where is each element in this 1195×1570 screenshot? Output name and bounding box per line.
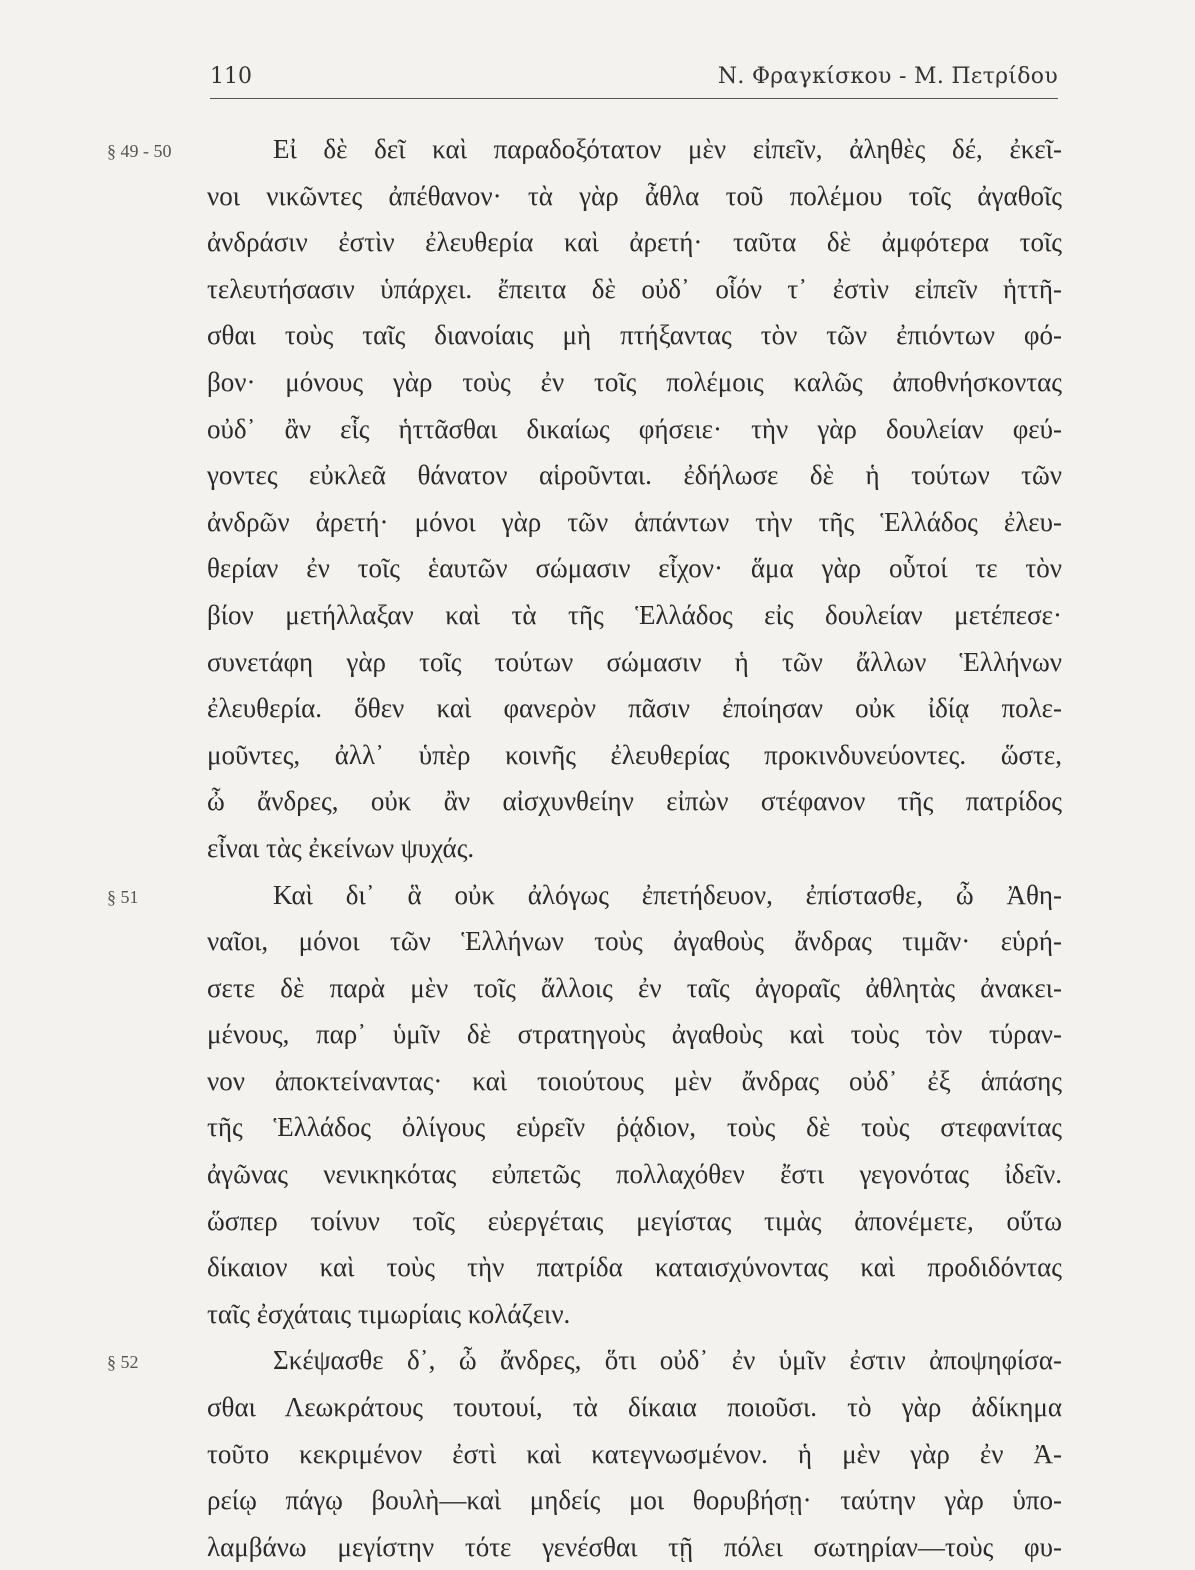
running-head: Ν. Φραγκίσκου - Μ. Πετρίδου <box>717 64 1058 89</box>
section-ref: § 51 <box>107 886 139 907</box>
section-ref: § 49 - 50 <box>107 141 172 161</box>
paragraph-49-50 <box>107 126 1062 872</box>
paragraph-52 <box>107 1337 1062 1570</box>
text-line: ρείῳ πάγῳ βουλὴ—καὶ μηδείς μοι θορυβήσῃ· ταύτην γὰρ ὑπο- <box>207 1485 1062 1516</box>
text-line: βον· μόνους γὰρ τοὺς ἐν τοῖς πολέμοις καλῶς ἀποθνήσκοντας <box>207 366 1062 397</box>
text-line: ἀνδράσιν ἐστὶν ἐλευθερία καὶ ἀρετή· ταῦτα δὲ ἀμφότερα τοῖς <box>207 227 1062 258</box>
text-line: λαμβάνω μεγίστην τότε γενέσθαι τῇ πόλει σωτηρίαν—τοὺς φυ- <box>207 1531 1062 1562</box>
text-line: ἐλευθερία. ὅθεν καὶ φανερὸν πᾶσιν ἐποίησαν οὐκ ἰδίᾳ πολε- <box>207 693 1062 724</box>
text-line: οὐδ᾽ ἂν εἷς ἡττᾶσθαι δικαίως φήσειε· τὴν γὰρ δουλείαν φεύ- <box>207 413 1062 444</box>
text-line: ναῖοι, μόνοι τῶν Ἑλλήνων τοὺς ἀγαθοὺς ἄνδρας τιμᾶν· εὑρή- <box>207 926 1062 957</box>
text-line: τοῦτο κεκριμένον ἐστὶ καὶ κατεγνωσμένον. ἡ μὲν γὰρ ἐν Ἀ- <box>207 1438 1062 1469</box>
text-line: τῆς Ἑλλάδος ὀλίγους εὑρεῖν ῥᾴδιον, τοὺς δὲ τοὺς στεφανίτας <box>207 1112 1062 1143</box>
paragraph-51 <box>107 872 1062 1338</box>
section-ref: § 52 <box>107 1352 139 1373</box>
text-line: σθαι Λεωκράτους τουτουί, τὰ δίκαια ποιοῦσι. τὸ γὰρ ἀδίκημα <box>207 1392 1062 1423</box>
text-line: Εἰ δὲ δεῖ καὶ παραδοξότατον μὲν εἰπεῖν, ἀληθὲς δέ, ἐκεῖ- <box>273 134 1062 164</box>
text-line: νον ἀποκτείναντας· καὶ τοιούτους μὲν ἄνδρας οὐδ᾽ ἐξ ἁπάσης <box>207 1065 1062 1096</box>
text-line: ὥσπερ τοίνυν τοῖς εὐεργέταις μεγίστας τιμὰς ἀπονέμετε, οὕτω <box>207 1205 1062 1236</box>
page-header <box>210 62 1058 99</box>
text-block <box>107 126 1062 1570</box>
text-line: ταῖς ἐσχάταις τιμωρίαις κολάζειν. <box>207 1298 571 1329</box>
text-line: ἀγῶνας νενικηκότας εὐπετῶς πολλαχόθεν ἔστι γεγονότας ἰδεῖν. <box>207 1159 1062 1190</box>
text-line: ἀνδρῶν ἀρετή· μόνοι γὰρ τῶν ἁπάντων τὴν τῆς Ἑλλάδος ἐλευ- <box>207 506 1062 537</box>
text-line: μοῦντες, ἀλλ᾽ ὑπὲρ κοινῆς ἐλευθερίας προκινδυνεύοντες. ὥστε, <box>207 739 1062 770</box>
text-line: σετε δὲ παρὰ μὲν τοῖς ἄλλοις ἐν ταῖς ἀγοραῖς ἀθλητὰς ἀνακει- <box>207 972 1062 1003</box>
text-line: συνετάφη γὰρ τοῖς τούτων σώμασιν ἡ τῶν ἄλλων Ἑλλήνων <box>207 646 1062 677</box>
text-line: σθαι τοὺς ταῖς διανοίαις μὴ πτήξαντας τὸν τῶν ἐπιόντων φό- <box>207 320 1062 351</box>
text-line: ὦ ἄνδρες, οὐκ ἂν αἰσχυνθείην εἰπὼν στέφανον τῆς πατρίδος <box>207 786 1062 817</box>
text-line: νοι νικῶντες ἀπέθανον· τὰ γὰρ ἆθλα τοῦ πολέμου τοῖς ἀγαθοῖς <box>207 180 1062 211</box>
text-line: δίκαιον καὶ τοὺς τὴν πατρίδα καταισχύνοντας καὶ προδιδόντας <box>207 1252 1062 1283</box>
text-line: Σκέψασθε δ᾽, ὦ ἄνδρες, ὅτι οὐδ᾽ ἐν ὑμῖν ἐστιν ἀποψηφίσα- <box>273 1345 1062 1376</box>
text-line: τελευτήσασιν ὑπάρχει. ἔπειτα δὲ οὐδ᾽ οἷόν τ᾽ ἐστὶν εἰπεῖν ἡττῆ- <box>207 273 1062 304</box>
text-line: εἶναι τὰς ἐκείνων ψυχάς. <box>207 832 475 863</box>
text-line: γοντες εὐκλεᾶ θάνατον αἱροῦνται. ἐδήλωσε δὲ ἡ τούτων τῶν <box>207 460 1062 491</box>
page-number: 110 <box>210 64 252 89</box>
text-line: Καὶ δι᾽ ἃ οὐκ ἀλόγως ἐπετήδευον, ἐπίστασθε, ὦ Ἀθη- <box>273 879 1062 910</box>
text-line: βίον μετήλλαξαν καὶ τὰ τῆς Ἑλλάδος εἰς δουλείαν μετέπεσε· <box>207 599 1062 630</box>
text-line: μένους, παρ᾽ ὑμῖν δὲ στρατηγοὺς ἀγαθοὺς καὶ τοὺς τὸν τύραν- <box>207 1019 1062 1050</box>
text-line: θερίαν ἐν τοῖς ἑαυτῶν σώμασιν εἶχον· ἅμα γὰρ οὗτοί τε τὸν <box>207 553 1062 584</box>
